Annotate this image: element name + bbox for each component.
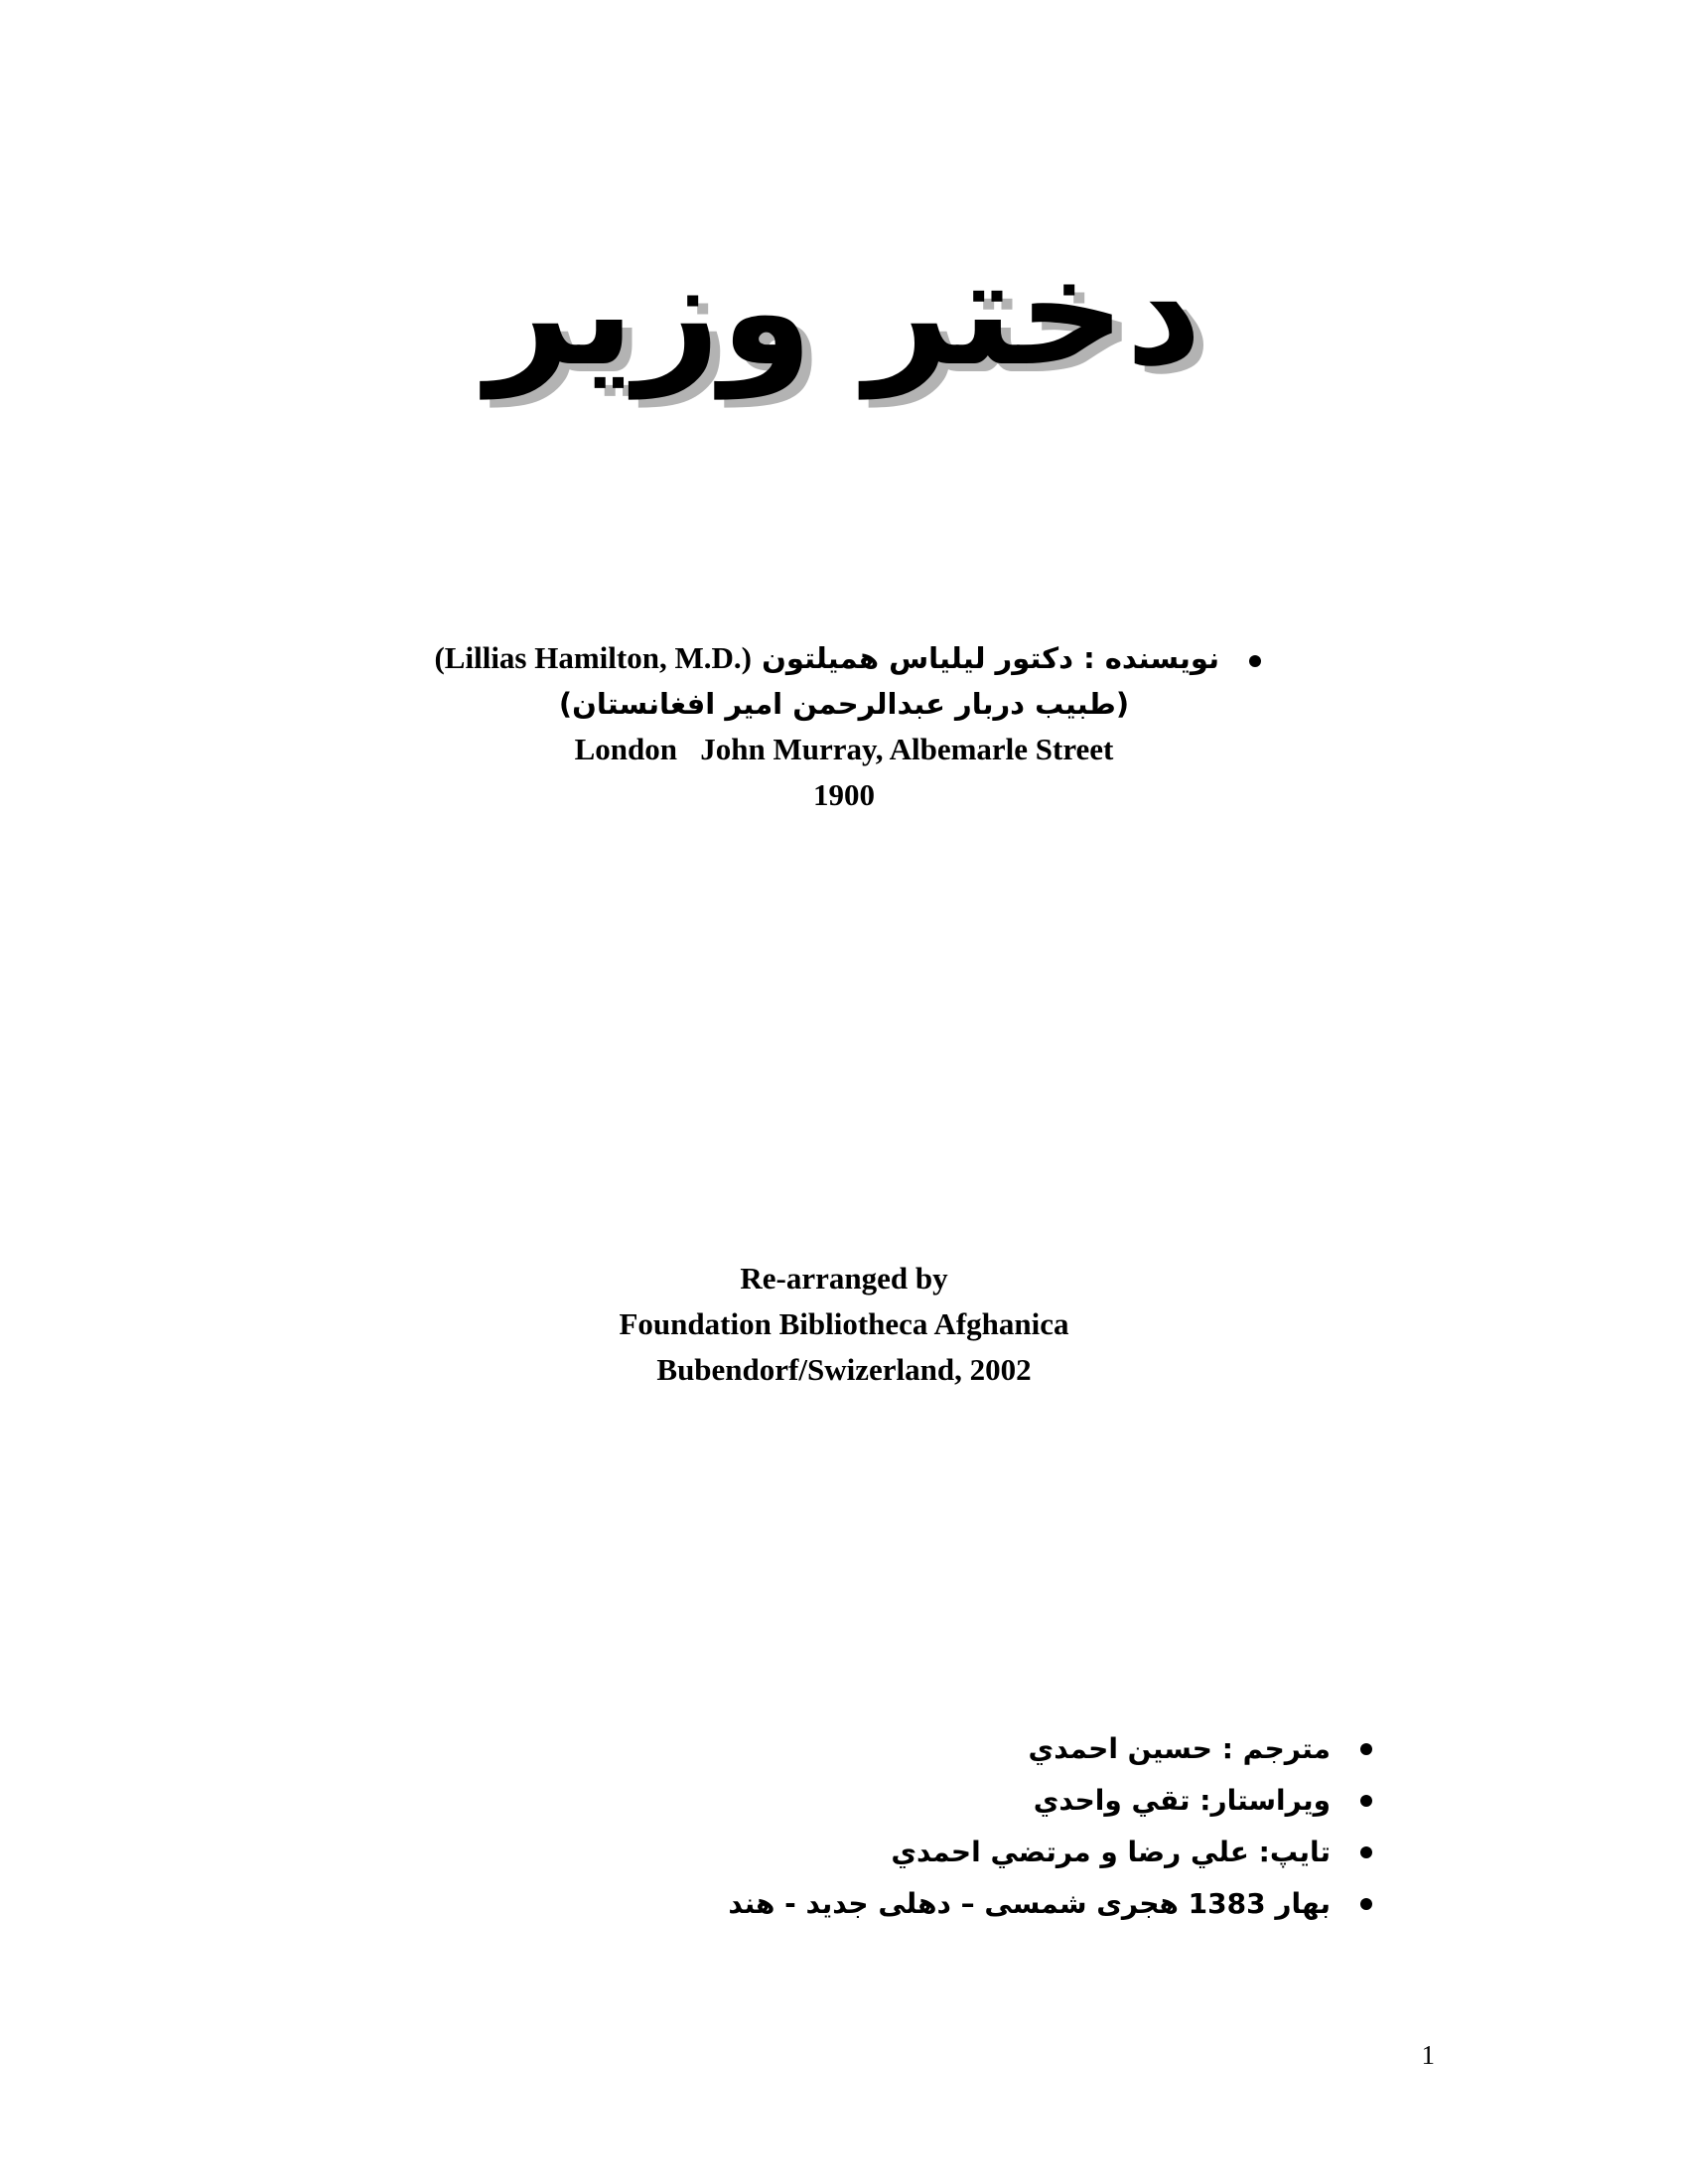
list-item	[728, 1827, 1331, 1878]
bullet-icon	[1360, 1846, 1372, 1858]
publication-year: 1900	[813, 777, 875, 812]
list-item	[728, 1878, 1331, 1930]
author-english-name: (Lillias Hamilton, M.D.)	[434, 640, 752, 675]
bullet-icon	[1360, 1743, 1372, 1755]
bullet-icon	[1360, 1898, 1372, 1910]
document-title: دختر وزير	[486, 226, 1202, 399]
author-block	[0, 635, 1688, 818]
foundation-location: Bubendorf/Swizerland, 2002	[656, 1352, 1032, 1387]
author-line	[0, 635, 1688, 681]
editor-credit: ويراستار: تقي واحدي	[1033, 1784, 1331, 1817]
page-number: 1	[1421, 2040, 1435, 2070]
author-position: (طبيب دربار عبدالرحمن امير افغانستان)	[558, 687, 1130, 721]
list-item	[728, 1775, 1331, 1827]
rearranged-by: Re-arranged by	[740, 1261, 948, 1296]
author-name	[434, 635, 1219, 681]
rearranged-block	[0, 1256, 1688, 1393]
bullet-icon	[1249, 655, 1261, 667]
publisher-line: London John Murray, Albemarle Street	[574, 732, 1114, 766]
author-prefix: نويسنده : دكتور ليلياس هميلتون	[762, 641, 1219, 675]
typist-credit: تايپ: علي رضا و مرتضي احمدي	[891, 1836, 1331, 1868]
list-item	[728, 1723, 1331, 1775]
date-place-credit: بهار 1383 هجری شمسی – دهلی جديد - هند	[728, 1887, 1331, 1920]
bullet-icon	[1360, 1795, 1372, 1807]
credits-list	[728, 1723, 1331, 1930]
translator-credit: مترجم : حسين احمدي	[1028, 1732, 1331, 1765]
foundation-name: Foundation Bibliotheca Afghanica	[619, 1306, 1069, 1341]
